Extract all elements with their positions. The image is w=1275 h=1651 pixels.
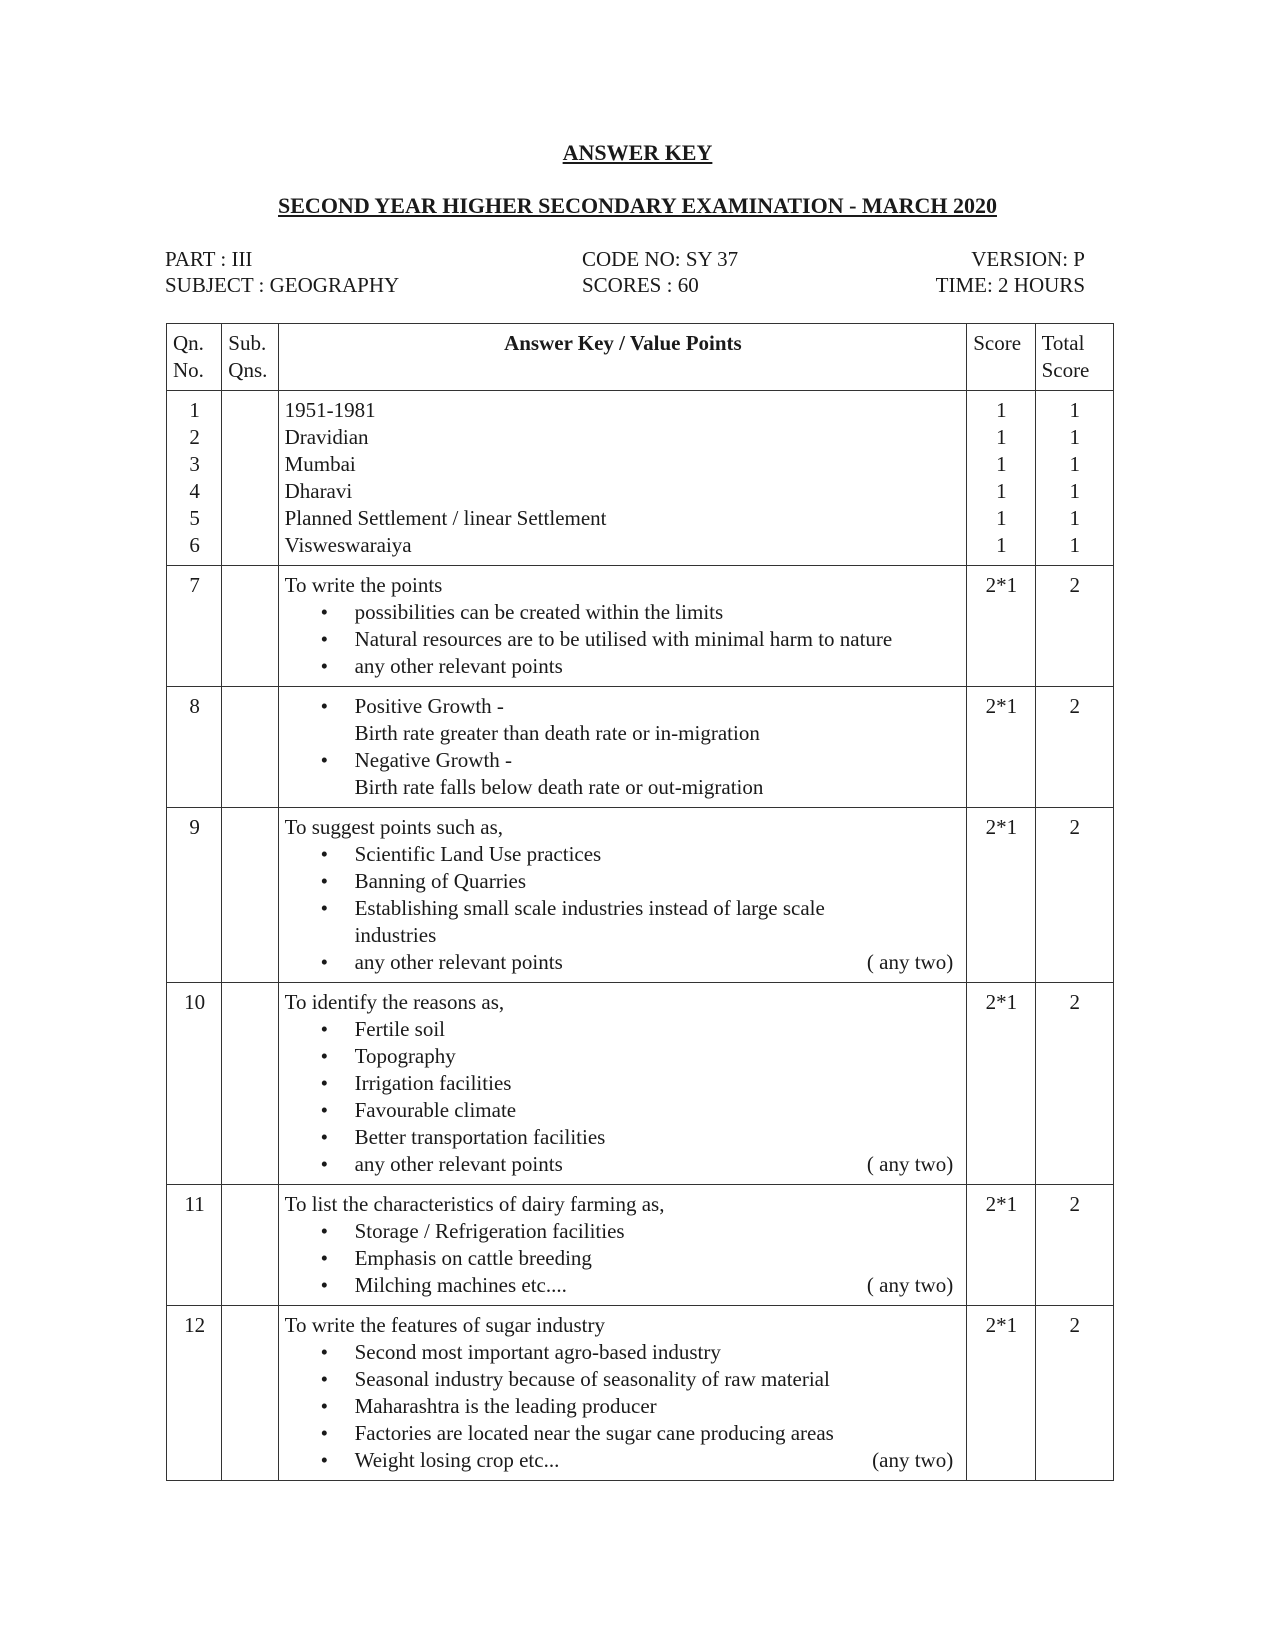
list-item: • Maharashtra is the leading producer [285,1393,962,1420]
list-item: • Fertile soil [285,1016,962,1043]
list-item: • Natural resources are to be utilised with minimal harm to nature [285,626,962,653]
exam-title: SECOND YEAR HIGHER SECONDARY EXAMINATION - MARCH 2020 [278,193,997,218]
qn-header: Qn. No. [167,324,222,391]
list-item: • Second most important agro-based industry [285,1339,962,1366]
sub-cell [222,1185,278,1306]
score-cell: 2*1 [967,687,1035,808]
sub-cell [222,687,278,808]
table-row [167,1185,1114,1306]
list-item: • possibilities can be created within the limits [285,599,962,626]
qn-cell: 1 2 3 4 5 6 [167,391,222,566]
list-item: • Favourable climate [285,1097,962,1124]
answer-cell: 1951-1981 Dravidian Mumbai Dharavi Planned Settlement / linear Settlement Visweswaraiya [278,391,967,566]
total-cell: 2 [1035,566,1113,687]
page-title: ANSWER KEY [562,140,713,165]
list-item: • Storage / Refrigeration facilities [285,1218,962,1245]
qn-cell: 11 [167,1185,222,1306]
answer-header: Answer Key / Value Points [278,324,967,391]
qn-cell: 7 [167,566,222,687]
list-item: • Milching machines etc.... ( any two) [285,1272,962,1299]
qn-cell: 12 [167,1306,222,1481]
version-label: VERSION: P [971,247,1085,271]
score-cell: 2*1 [967,1306,1035,1481]
sub-cell [222,566,278,687]
answer-cell: To identify the reasons as, • Fertile soil • Topography • Irrigation facilities • Favourable climate • Better transportation facilities • any other relevant points ( any two) [278,983,967,1185]
any-two-note: (any two) [872,1448,954,1472]
answer-cell: To write the features of sugar industry • Second most important agro-based industry • Seasonal industry because of seasonality of raw material • Maharashtra is the leading producer • Factories are located near the sugar cane producing areas • Weight losing crop etc... (any two) [278,1306,967,1481]
list-item: • Seasonal industry because of seasonality of raw material [285,1366,962,1393]
table-row [167,687,1114,808]
list-item: • Weight losing crop etc... (any two) [285,1447,962,1474]
time-label: TIME: 2 HOURS [935,273,1085,297]
table-row [167,1306,1114,1481]
score-cell: 2*1 [967,1185,1035,1306]
list-item: • Topography [285,1043,962,1070]
total-header: Total Score [1035,324,1113,391]
list-item-continued: Birth rate falls below death rate or out-migration [354,775,764,799]
list-item: • any other relevant points ( any two) [285,1151,962,1178]
subject-label: SUBJECT : GEOGRAPHY [165,273,400,297]
list-item: • Banning of Quarries [285,868,962,895]
list-item: • Scientific Land Use practices [285,841,962,868]
total-cell: 2 [1035,1306,1113,1481]
any-two-note: ( any two) [866,1273,954,1297]
score-cell: 2*1 [967,983,1035,1185]
scores-label: SCORES : 60 [582,273,699,297]
score-header: Score [967,324,1035,391]
list-item: • any other relevant points [285,653,962,680]
exam-meta [165,246,1085,298]
sub-cell [222,983,278,1185]
total-cell: 2 [1035,1185,1113,1306]
list-item: • Factories are located near the sugar cane producing areas [285,1420,962,1447]
list-item: • Establishing small scale industries instead of large scale [285,895,962,922]
sub-cell [222,1306,278,1481]
list-item: • Negative Growth - [285,747,962,774]
table-row [167,391,1114,566]
score-cell: 1 1 1 1 1 1 [967,391,1035,566]
list-item: • Irrigation facilities [285,1070,962,1097]
code-label: CODE NO: SY 37 [582,247,739,271]
any-two-note: ( any two) [866,1152,954,1176]
part-label: PART : III [165,247,253,271]
total-cell: 1 1 1 1 1 1 [1035,391,1113,566]
answer-cell: To list the characteristics of dairy farming as, • Storage / Refrigeration facilities • Emphasis on cattle breeding • Milching machines etc.... ( any two) [278,1185,967,1306]
table-row [167,566,1114,687]
list-item: • Better transportation facilities [285,1124,962,1151]
list-item-continued: industries [354,923,437,947]
score-cell: 2*1 [967,566,1035,687]
list-item: • Positive Growth - [285,693,962,720]
list-item: • any other relevant points ( any two) [285,949,962,976]
answer-cell [278,687,967,808]
total-cell: 2 [1035,808,1113,983]
list-item: • Emphasis on cattle breeding [285,1245,962,1272]
table-row [167,808,1114,983]
sub-cell [222,391,278,566]
answer-cell: To suggest points such as, • Scientific Land Use practices • Banning of Quarries • Establishing small scale industries instead of large scale industries • any other relevant points ( any two) [278,808,967,983]
answer-key-table [166,323,1114,1481]
qn-cell: 9 [167,808,222,983]
qn-cell: 8 [167,687,222,808]
total-cell: 2 [1035,687,1113,808]
table-row [167,983,1114,1185]
answer-cell: To write the points • possibilities can be created within the limits • Natural resources are to be utilised with minimal harm to nature • any other relevant points [278,566,967,687]
list-item-continued: Birth rate greater than death rate or in-migration [354,721,760,745]
total-cell: 2 [1035,983,1113,1185]
table-header-row [167,324,1114,391]
sub-header: Sub. Qns. [222,324,278,391]
qn-cell: 10 [167,983,222,1185]
any-two-note: ( any two) [866,950,954,974]
score-cell: 2*1 [967,808,1035,983]
sub-cell [222,808,278,983]
